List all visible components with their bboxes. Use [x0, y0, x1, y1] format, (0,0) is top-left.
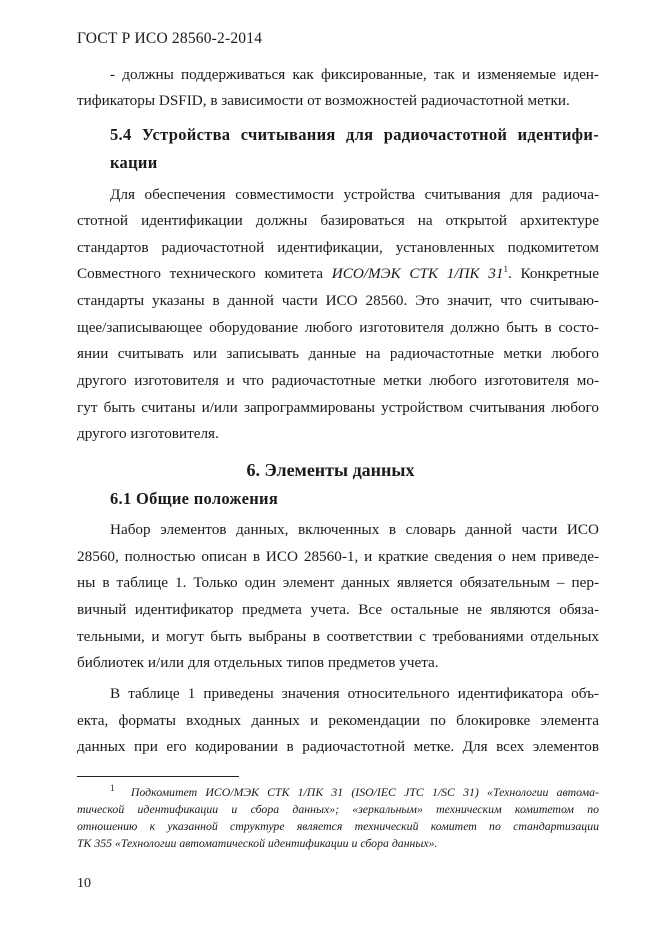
footnote-line: отношению к указанной структуре является технический комитет по стандартизации: [77, 819, 599, 833]
paragraph-line: стотной идентификации должны базироваться на открытой архитектуре: [77, 212, 599, 229]
page-header: ГОСТ Р ИСО 28560-2-2014: [77, 30, 263, 47]
paragraph-line: другого изготовителя.: [77, 425, 219, 442]
footnote-mark: 1: [110, 783, 115, 794]
paragraph-line: вичный идентификатор предмета учета. Все остальные не являются обяза-: [77, 601, 599, 618]
paragraph-line: Для обеспечения совместимости устройства считывания для радиоча-: [110, 186, 599, 203]
committee-reference: ИСО/МЭК СТК 1/ПК 31: [331, 265, 504, 282]
footnote-line: ТК 355 «Технологии автоматической идентификации и сбора данных».: [77, 836, 438, 850]
paragraph-line: янии считывать или записывать данные на радиочастотные метки любого: [77, 345, 599, 362]
paragraph-line: гут быть считаны и/или запрограммированы устройством считывания любого: [77, 399, 599, 416]
footnote-line: тической идентификации и сбора данных»; «зеркальным» техническим комитетом по: [77, 802, 599, 816]
paragraph-line: стандартов радиочастотной идентификации, установленных подкомитетом: [77, 239, 599, 256]
section-5-4-heading-cont: кации: [110, 153, 158, 172]
paragraph-line-with-footnote: [77, 264, 599, 284]
paragraph-line: другого изготовителя и что радиочастотные метки любого изготовителя мо-: [77, 372, 599, 389]
intro-line: тификаторы DSFID, в зависимости от возможностей радиочастотной метки.: [77, 92, 570, 109]
paragraph-line: щее/записывающее оборудование любого изготовителя должно быть в состо-: [77, 319, 599, 336]
paragraph-line: В таблице 1 приведены значения относительного идентификатора объ-: [110, 685, 599, 702]
footnote-ref[interactable]: 1: [503, 263, 508, 274]
footnote-line: [110, 784, 599, 800]
paragraph-line: Набор элементов данных, включенных в словарь данной части ИСО: [110, 521, 599, 538]
text-segment: Совместного технического комитета: [77, 265, 332, 282]
paragraph-line: стандарты указаны в данной части ИСО 28560. Это значит, что считываю-: [77, 292, 599, 309]
text-segment: . Конкретные: [507, 265, 599, 282]
paragraph-line: данных при его кодировании в радиочастотной метке. Для всех элементов: [77, 738, 599, 755]
page-number: 10: [77, 876, 91, 891]
section-5-4-heading: 5.4 Устройства считывания для радиочастотной идентифи-: [110, 125, 599, 144]
paragraph-line: ны в таблице 1. Только один элемент данных является обязательным – пер-: [77, 574, 599, 591]
footnote-separator: [77, 776, 239, 777]
paragraph-line: 28560, полностью описан в ИСО 28560-1, и краткие сведения о нем приведе-: [77, 548, 599, 565]
footnote-text: Подкомитет ИСО/МЭК СТК 1/ПК 31 (ISO/IEC JTC 1/SC 31) «Технологии автома-: [130, 785, 599, 799]
paragraph-line: библиотек и/или для отдельных типов предметов учета.: [77, 654, 439, 671]
section-6-title: 6. Элементы данных: [246, 460, 415, 480]
paragraph-line: екта, форматы входных данных и рекомендации по блокировке элемента: [77, 712, 599, 729]
section-6-1-heading: 6.1 Общие положения: [110, 489, 279, 508]
paragraph-line: тельными, и могут быть выбраны в соответствии с требованиями отдельных: [77, 628, 599, 645]
intro-line: - должны поддерживаться как фиксированные, так и изменяемые иден-: [110, 66, 599, 83]
